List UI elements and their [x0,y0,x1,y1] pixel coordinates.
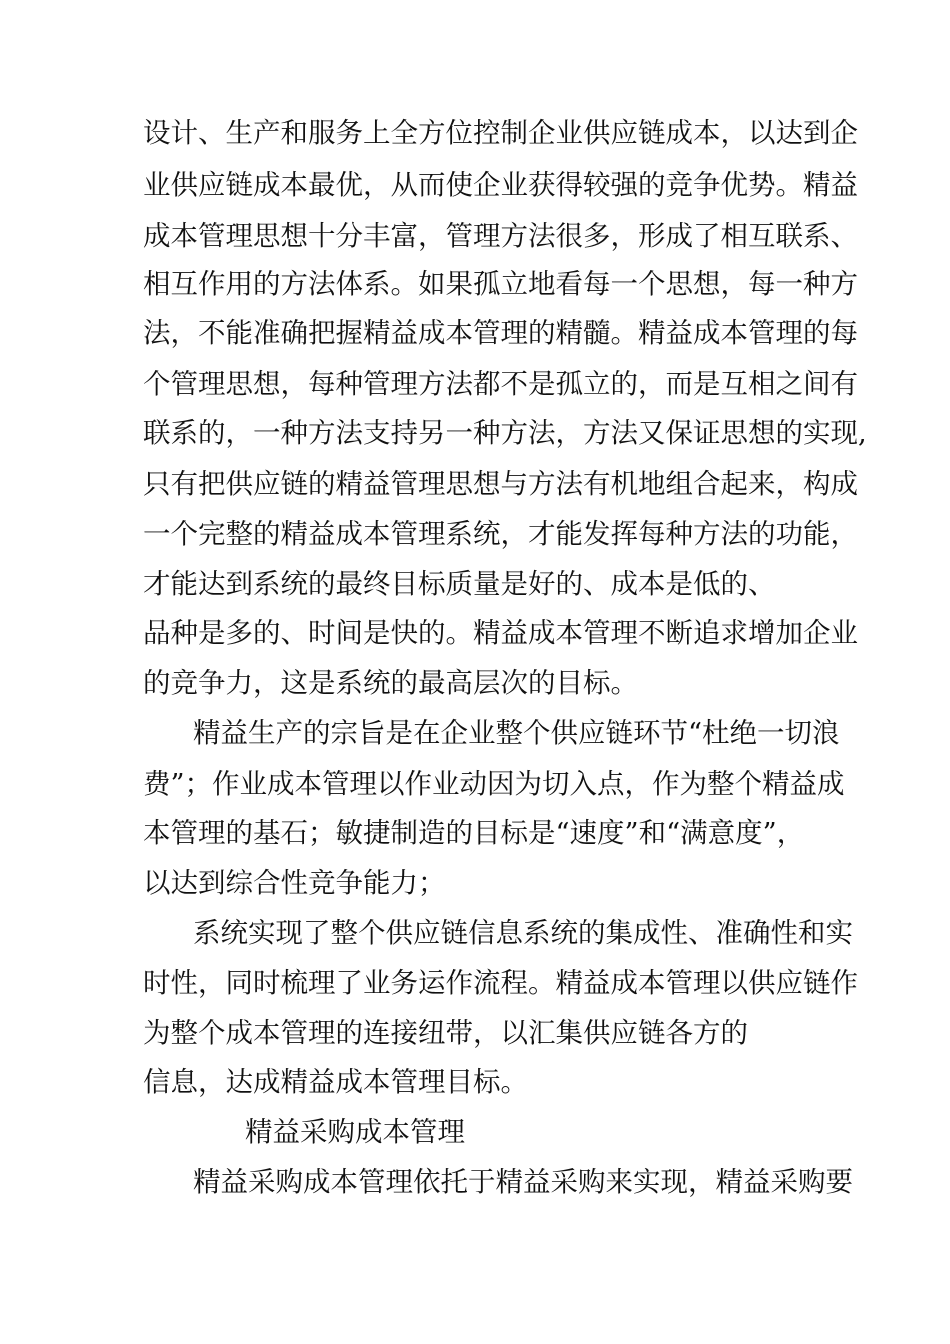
paragraph-line: 本管理的基石；敏捷制造的目标是“速度”和“满意度”， [143,817,805,849]
paragraph-line: 时性，同时梳理了业务运作流程。精益成本管理以供应链作 [143,967,858,999]
paragraph-line: 相互作用的方法体系。如果孤立地看每一个思想，每一种方 [143,268,858,300]
paragraph-line: 成本管理思想十分丰富，管理方法很多，形成了相互联系、 [143,220,858,252]
section-heading: 精益采购成本管理 [245,1116,465,1148]
paragraph-line: 只有把供应链的精益管理思想与方法有机地组合起来，构成 [143,468,858,500]
paragraph-line: 的竞争力，这是系统的最高层次的目标。 [143,667,638,699]
paragraph-line: 联系的，一种方法支持另一种方法，方法又保证思想的实现, [143,417,867,449]
paragraph-line: 费”；作业成本管理以作业动因为切入点，作为整个精益成 [143,768,845,800]
paragraph-line: 为整个成本管理的连接纽带，以汇集供应链各方的 [143,1017,748,1049]
paragraph-line: 才能达到系统的最终目标质量是好的、成本是低的、 [143,568,776,600]
paragraph-line: 个管理思想，每种管理方法都不是孤立的，而是互相之间有 [143,368,858,400]
paragraph-line: 精益采购成本管理依托于精益采购来实现，精益采购要 [193,1166,853,1198]
paragraph-line: 系统实现了整个供应链信息系统的集成性、准确性和实 [193,917,853,949]
paragraph-line: 以达到综合性竞争能力； [143,867,446,899]
paragraph-line: 法，不能准确把握精益成本管理的精髓。精益成本管理的每 [143,317,858,349]
paragraph-line: 品种是多的、时间是快的。精益成本管理不断追求增加企业 [143,617,858,649]
paragraph-line: 业供应链成本最优，从而使企业获得较强的竞争优势。精益 [143,169,858,201]
paragraph-line: 精益生产的宗旨是在企业整个供应链环节“杜绝一切浪 [193,717,840,749]
paragraph-line: 一个完整的精益成本管理系统，才能发挥每种方法的功能， [143,518,858,550]
paragraph-line: 信息，达成精益成本管理目标。 [143,1066,528,1098]
paragraph-line: 设计、生产和服务上全方位控制企业供应链成本，以达到企 [143,117,858,149]
